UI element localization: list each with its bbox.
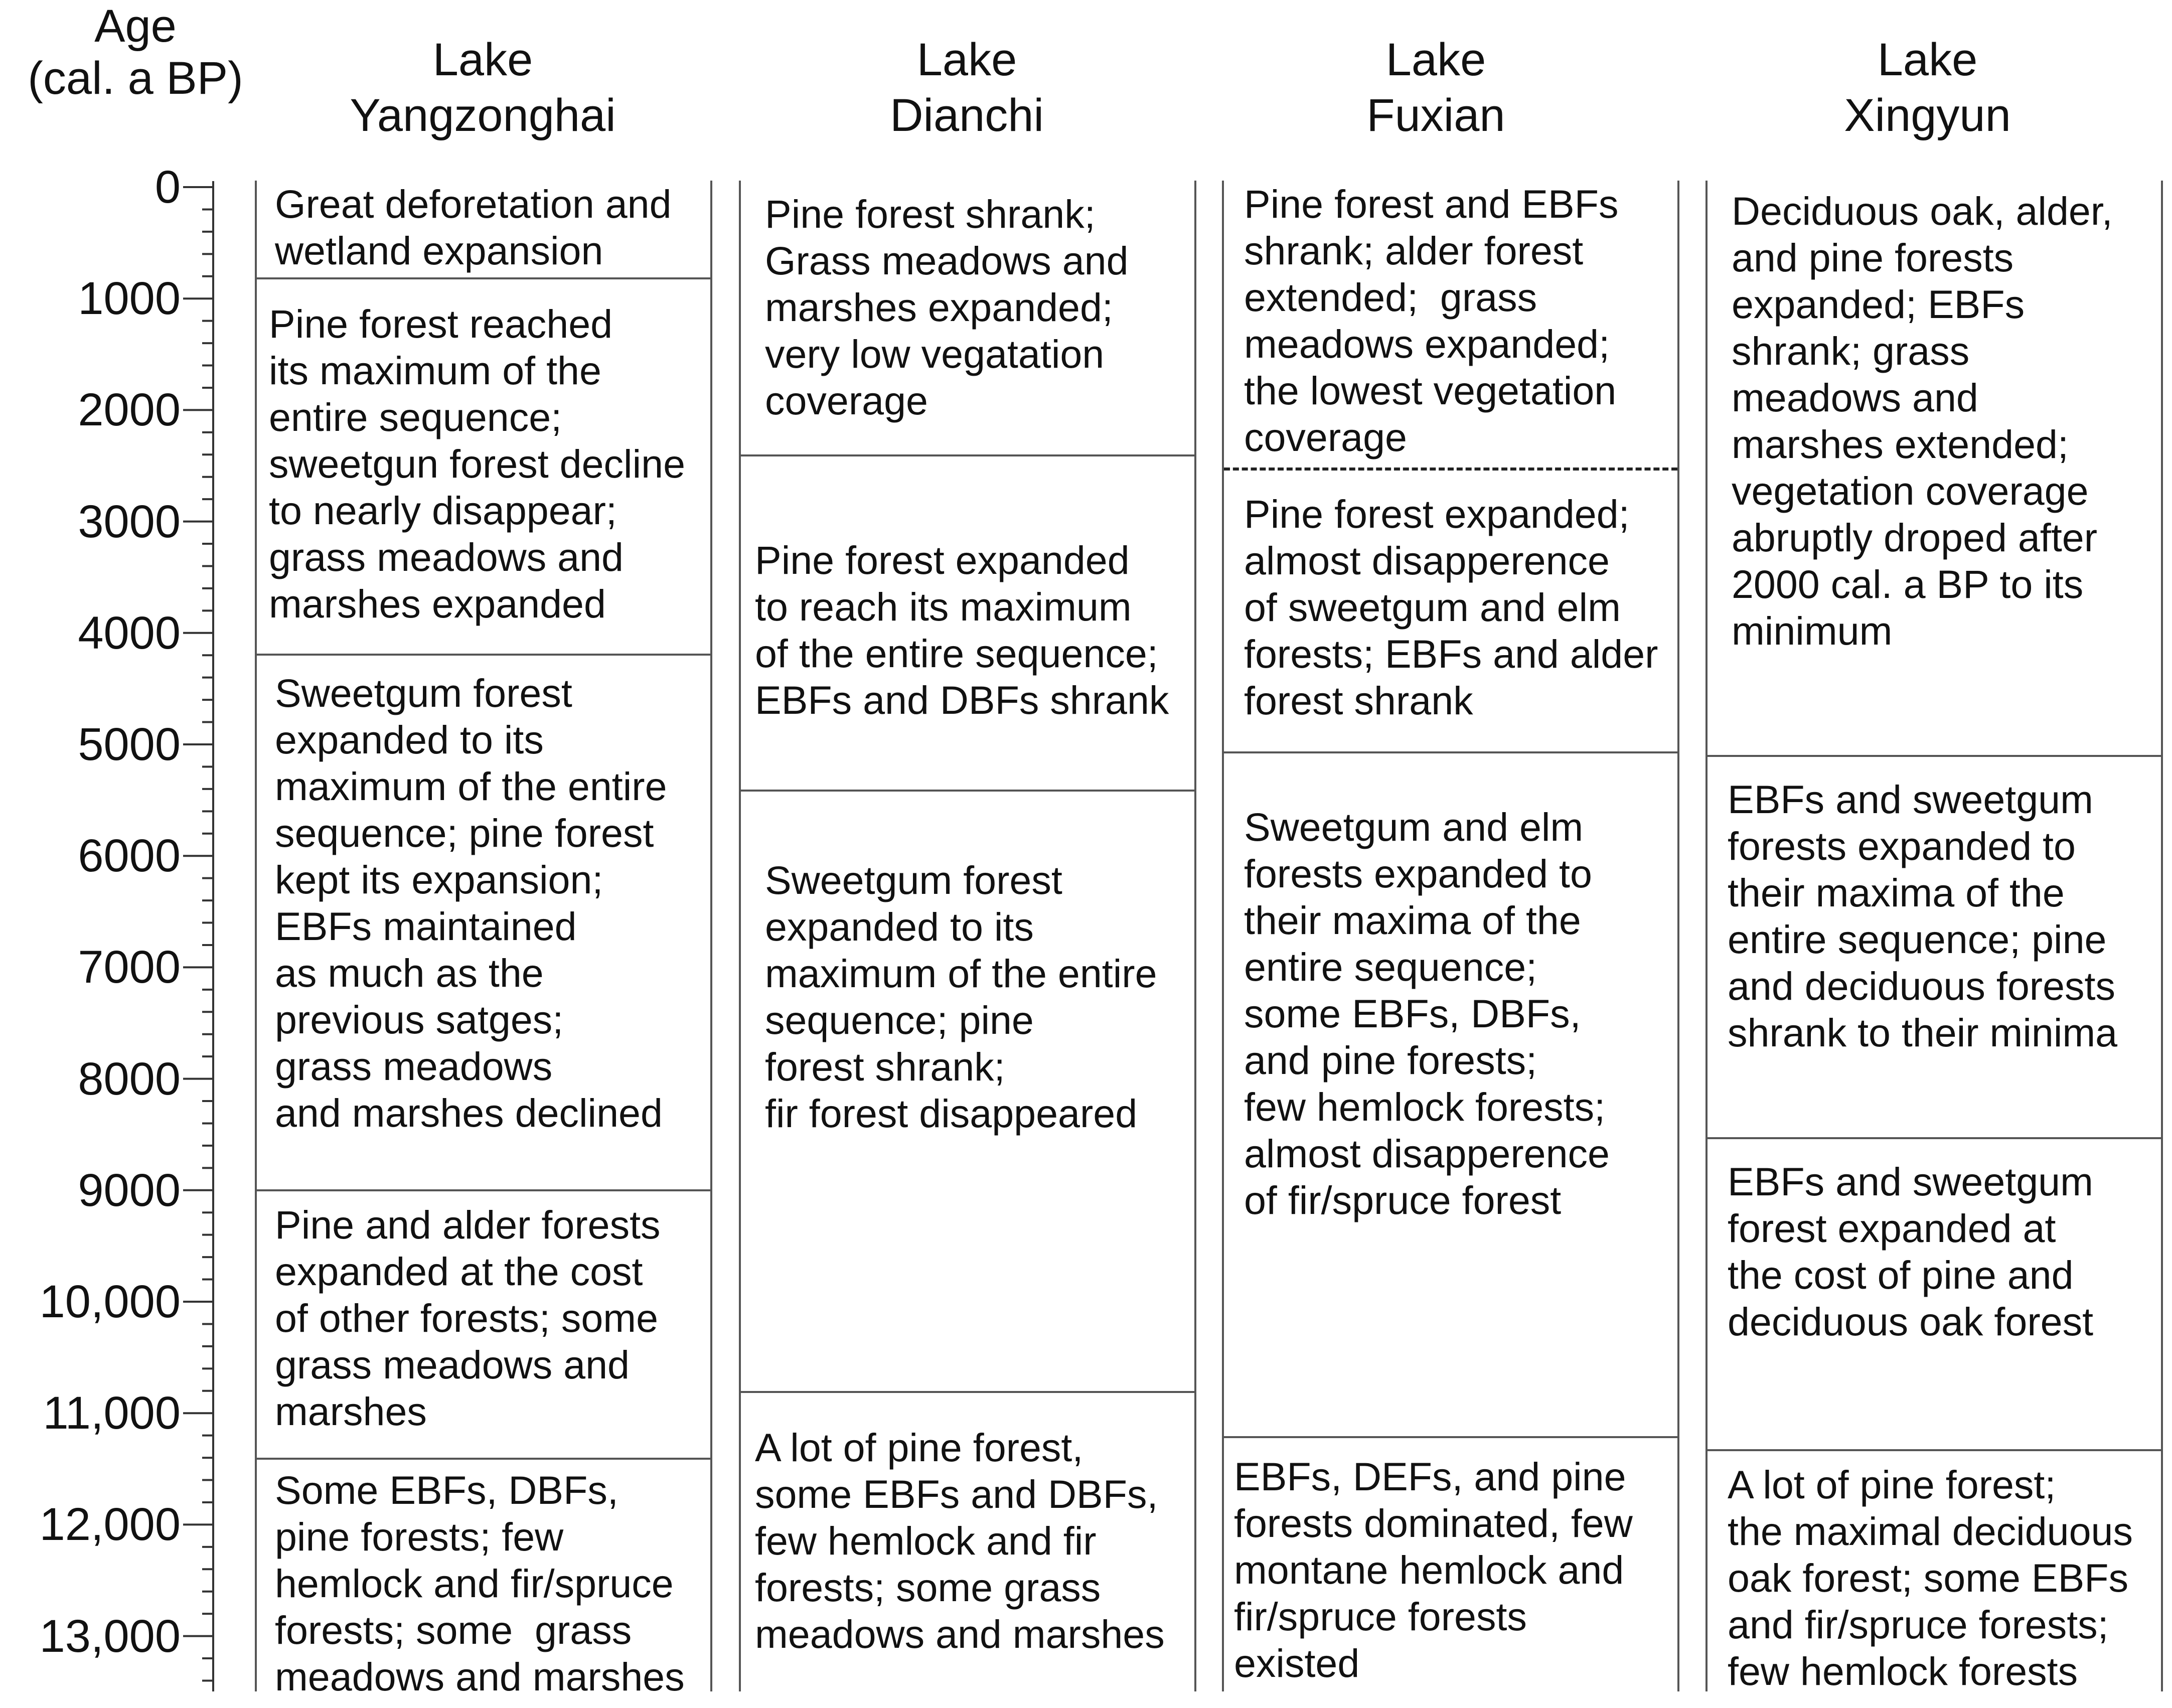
axis-tick-label: 1000 (78, 273, 181, 325)
zone-cell (741, 790, 1194, 1391)
zone-text: Pine forest expanded to reach its maximum of the entire sequence; EBFs and DBFs shrank (755, 538, 1169, 722)
axis-tick-label: 7000 (78, 942, 181, 993)
lake-header-line2: Yangzonghai (350, 90, 616, 141)
lake-header-fuxian (1209, 32, 1663, 143)
axis-tick-label: 3000 (78, 496, 181, 547)
column-dianchi (739, 181, 1196, 1691)
axis-tick-label: 8000 (78, 1053, 181, 1105)
lake-header-dianchi (740, 32, 1194, 143)
zone-text: A lot of pine forest; the maximal deciduous oak forest; some EBFs and fir/spruce forests; few hemlock forests (1728, 1462, 2133, 1693)
zone-cell (1708, 1449, 2161, 1691)
zone-text: Pine forest shrank; Grass meadows and marshes expanded; very low vegatation coverage (765, 192, 1129, 423)
axis-tick-label: 2000 (78, 384, 181, 436)
axis-tick-label: 12,000 (39, 1499, 181, 1550)
zone-cell (257, 654, 710, 1189)
axis-tick-label: 11,000 (43, 1387, 181, 1439)
zone-cell (1224, 751, 1677, 1436)
lake-header-line2: Fuxian (1366, 90, 1505, 141)
axis-tick-label: 4000 (78, 607, 181, 659)
zone-text: Pine forest reached its maximum of the entire sequence; sweetgun forest decline to nearly disappear; grass meadows and marshes expanded (269, 301, 686, 626)
lake-header-line2: Xingyun (1844, 90, 2011, 141)
zone-cell (1224, 181, 1677, 468)
zone-cell (1708, 181, 2161, 755)
zone-cell (1224, 468, 1677, 751)
zone-cell (1708, 755, 2161, 1137)
axis-tick-label: 6000 (78, 830, 181, 882)
axis-tick-label: 9000 (78, 1164, 181, 1216)
zone-cell (257, 277, 710, 654)
lake-header-yangzonghai (256, 32, 710, 143)
zone-text: A lot of pine forest, some EBFs and DBFs, few hemlock and fir forests; some grass meadows and marshes (755, 1425, 1165, 1656)
zone-text: EBFs and sweetgum forests expanded to their maxima of the entire sequence; pine and deciduous forests shrank to their minima (1728, 777, 2118, 1055)
axis-tick-label: 5000 (78, 719, 181, 770)
column-yangzonghai (255, 181, 712, 1699)
axis-title-line2: (cal. a BP) (28, 53, 243, 104)
zone-cell (741, 1391, 1194, 1691)
lake-header-line1: Lake (1385, 34, 1486, 85)
zone-cell (257, 1458, 710, 1699)
lake-header-line2: Dianchi (890, 90, 1044, 141)
zone-text: Sweetgum and elm forests expanded to their maxima of the entire sequence; some EBFs, DBFs, and pine forests; few hemlock forests; almost disapperence of fir/spruce forest (1244, 805, 1610, 1222)
lake-header-line1: Lake (1877, 34, 1978, 85)
axis-tick-label: 13,000 (39, 1610, 181, 1662)
zone-text: Pine and alder forests expanded at the cost of other forests; some grass meadows and marshes (275, 1202, 661, 1434)
zone-text: Sweetgum forest expanded to its maximum of the entire sequence; pine forest kept its expansion; EBFs maintained as much as the previous satges; grass meadows and marshes declined (275, 671, 667, 1135)
zone-text: Great deforetation and wetland expansion (275, 182, 672, 273)
column-xingyun (1705, 181, 2163, 1691)
axis-title-line1: Age (94, 1, 177, 52)
zone-text: EBFs and sweetgum forest expanded at the cost of pine and deciduous oak forest (1728, 1159, 2094, 1344)
zone-text: Some EBFs, DBFs, pine forests; few hemlock and fir/spruce forests; some grass meadows and marshes (275, 1468, 685, 1699)
lake-header-line1: Lake (432, 34, 533, 85)
zone-text: Deciduous oak, alder, and pine forests expanded; EBFs shrank; grass meadows and marshes extended; vegetation coverage abruptly droped after 2000 cal. a BP to its minimum (1732, 189, 2113, 653)
zone-cell (257, 1189, 710, 1458)
zone-cell (741, 181, 1194, 454)
zone-text: Pine forest and EBFs shrank; alder forest extended; grass meadows expanded; the lowest vegetation coverage (1244, 182, 1619, 459)
zone-cell (257, 181, 710, 277)
zone-text: Pine forest expanded; almost disapperence of sweetgum and elm forests; EBFs and alder forest shrank (1244, 492, 1658, 723)
lake-header-xingyun (1700, 32, 2154, 143)
zone-text: EBFs, DEFs, and pine forests dominated, few montane hemlock and fir/spruce forests existed (1234, 1454, 1633, 1685)
zone-cell (741, 454, 1194, 790)
axis-tick-label: 0 (154, 162, 181, 213)
zone-cell (1708, 1137, 2161, 1449)
column-fuxian (1222, 181, 1679, 1691)
zone-cell (1224, 1436, 1677, 1691)
zone-text: Sweetgum forest expanded to its maximum of the entire sequence; pine forest shrank; fir forest disappeared (765, 858, 1157, 1136)
lake-header-line1: Lake (916, 34, 1017, 85)
axis-tick-label: 10,000 (39, 1276, 181, 1327)
